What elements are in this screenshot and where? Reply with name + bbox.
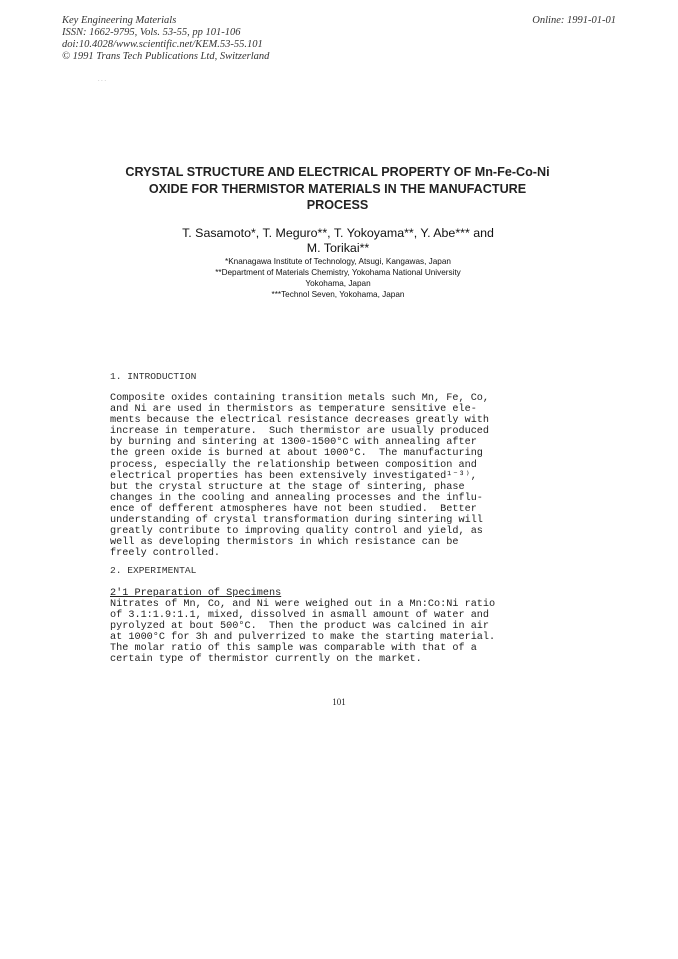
text-line: increase in temperature. Such thermistor are usually produced — [110, 426, 490, 438]
author-line: M. Torikai** — [306, 240, 370, 255]
text-line: electrical properties has been extensively investigated¹⁻³⁾, — [110, 470, 477, 482]
text-line: process, especially the relationship between composition and — [110, 459, 477, 471]
text-line: certain type of thermistor currently on the market. — [110, 654, 422, 666]
title-line: OXIDE FOR THERMISTOR MATERIALS IN THE MANUFACTURE — [148, 181, 527, 196]
text-line: at 1000°C for 3h and pulverrized to make the starting material. — [110, 632, 496, 644]
doi-link[interactable]: doi:10.4028/www.scientific.net/KEM.53-55.101 — [62, 39, 263, 50]
text-line: freely controlled. — [110, 548, 221, 560]
text-line: Composite oxides containing transition metals such Mn, Fe, Co, — [110, 393, 490, 404]
text-line: the green oxide is burned at about 1000°C. The manufacturing — [110, 448, 483, 460]
subsection-heading: 2'1 Preparation of Specimens — [110, 588, 282, 599]
author-list — [110, 226, 566, 255]
text-line: but the crystal structure at the stage of sintering, phase — [110, 481, 465, 493]
scan-smudge: · · · — [98, 78, 106, 84]
title-line: PROCESS — [306, 198, 369, 212]
introduction-body — [110, 393, 540, 559]
text-line: understanding of crystal transformation during sintering will — [110, 515, 483, 527]
online-date: Online: 1991-01-01 — [532, 15, 616, 26]
section-heading-introduction: 1. INTRODUCTION — [110, 371, 197, 382]
affiliations — [110, 256, 566, 300]
affiliation-line: ***Technol Seven, Yokohama, Japan — [271, 290, 405, 299]
paper-title — [90, 164, 585, 214]
issn-line: ISSN: 1662-9795, Vols. 53-55, pp 101-106 — [62, 27, 241, 38]
affiliation-line: Yokohama, Japan — [305, 279, 371, 288]
section-heading-experimental: 2. EXPERIMENTAL — [110, 565, 197, 576]
title-line: CRYSTAL STRUCTURE AND ELECTRICAL PROPERTY OF Mn-Fe-Co-Ni — [125, 165, 550, 179]
text-line: well as developing thermistors in which resistance can be — [110, 537, 459, 549]
text-line: ments because the electrical resistance decreases greatly with — [110, 415, 490, 427]
experimental-body — [110, 599, 540, 666]
text-line: by burning and sintering at 1300-1500°C with annealing after — [110, 437, 477, 449]
author-line: T. Sasamoto*, T. Meguro**, T. Yokoyama**, Y. Abe*** and — [182, 226, 494, 240]
text-line: pyrolyzed at bout 500°C. Then the product was calcined in air — [110, 621, 490, 633]
text-line: Nitrates of Mn, Co, and Ni were weighed out in a Mn:Co:Ni ratio — [110, 599, 496, 610]
text-line: ence of defferent atmospheres have not been studied. Better — [110, 503, 477, 515]
journal-name: Key Engineering Materials — [62, 15, 177, 26]
affiliation-line: **Department of Materials Chemistry, Yokohama National University — [215, 268, 461, 277]
text-line: changes in the cooling and annealing processes and the influ- — [110, 492, 483, 504]
journal-metadata — [62, 15, 269, 63]
page-number: 101 — [332, 697, 346, 707]
text-line: greatly contribute to improving quality control and yield, as — [110, 526, 483, 538]
text-line: The molar ratio of this sample was comparable with that of a — [110, 643, 477, 655]
text-line: and Ni are used in thermistors as temperature sensitive ele- — [110, 404, 477, 416]
affiliation-line: *Knanagawa Institute of Technology, Atsugi, Kangawas, Japan — [225, 257, 451, 266]
text-line: of 3.1:1.9:1.1, mixed, dissolved in asmall amount of water and — [110, 610, 490, 622]
copyright-line: © 1991 Trans Tech Publications Ltd, Switzerland — [62, 51, 270, 62]
